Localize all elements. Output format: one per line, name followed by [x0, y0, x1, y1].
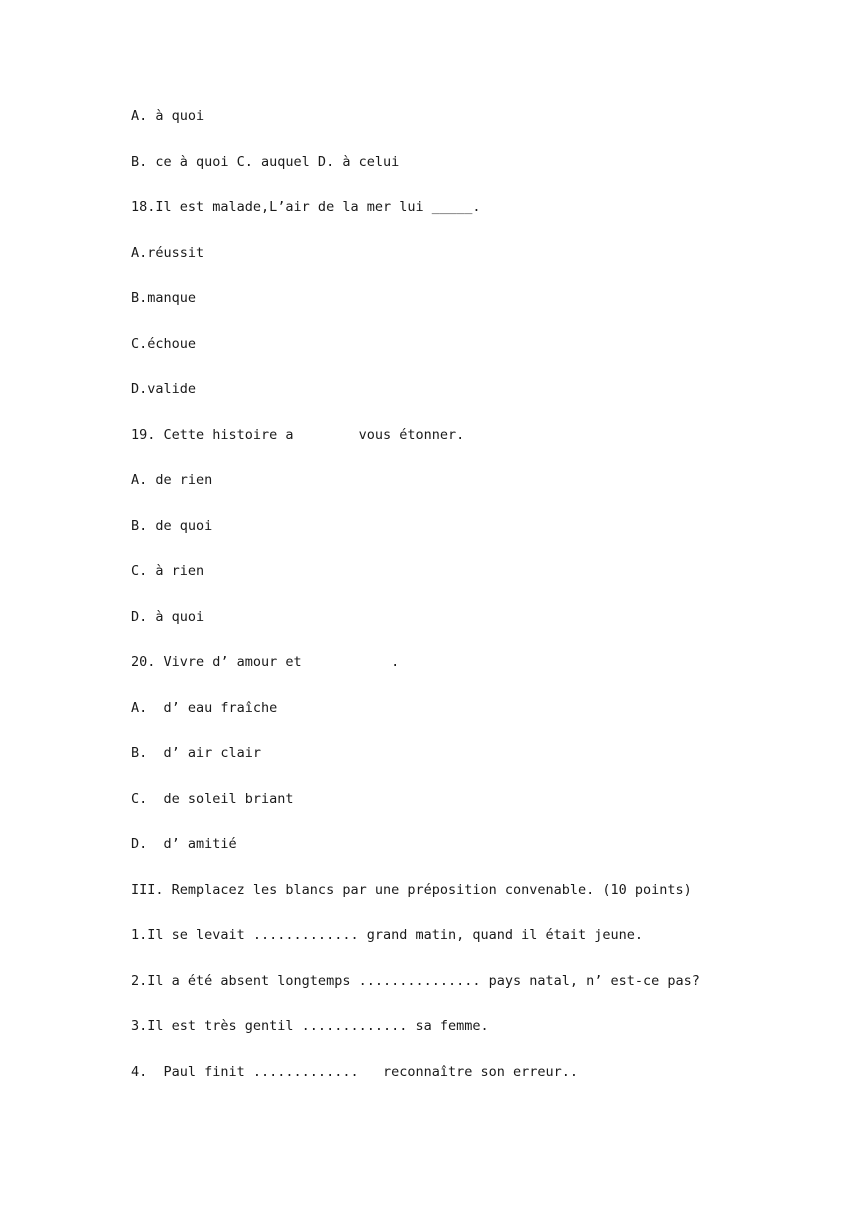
option-19c: C. à rien: [131, 563, 205, 579]
question-18: 18.Il est malade,L’air de la mer lui _____.: [131, 199, 481, 215]
option-19a: A. de rien: [131, 472, 213, 488]
exercise-1: 1.Il se levait ............. grand matin, quand il était jeune.: [131, 927, 644, 943]
option-18a: A.réussit: [131, 245, 205, 261]
option-18c: C.échoue: [131, 336, 197, 352]
options-17bcd: B. ce à quoi C. auquel D. à celui: [131, 154, 400, 170]
question-20: 20. Vivre d’ amour et .: [131, 654, 400, 670]
option-20b: B. d’ air clair: [131, 745, 262, 761]
option-18b: B.manque: [131, 290, 197, 306]
exercise-2: 2.Il a été absent longtemps ............... pays natal, n’ est-ce pas?: [131, 973, 700, 989]
option-19b: B. de quoi: [131, 518, 213, 534]
option-20c: C. de soleil briant: [131, 791, 294, 807]
option-19d: D. à quoi: [131, 609, 205, 625]
option-20d: D. d’ amitié: [131, 836, 237, 852]
section-iii-heading: III. Remplacez les blancs par une préposition convenable. (10 points): [131, 882, 692, 898]
option-17a: A. à quoi: [131, 108, 205, 124]
exercise-4: 4. Paul finit ............. reconnaître son erreur..: [131, 1064, 579, 1080]
question-19: 19. Cette histoire a vous étonner.: [131, 427, 465, 443]
exercise-3: 3.Il est très gentil ............. sa femme.: [131, 1018, 489, 1034]
option-18d: D.valide: [131, 381, 197, 397]
option-20a: A. d’ eau fraîche: [131, 700, 278, 716]
